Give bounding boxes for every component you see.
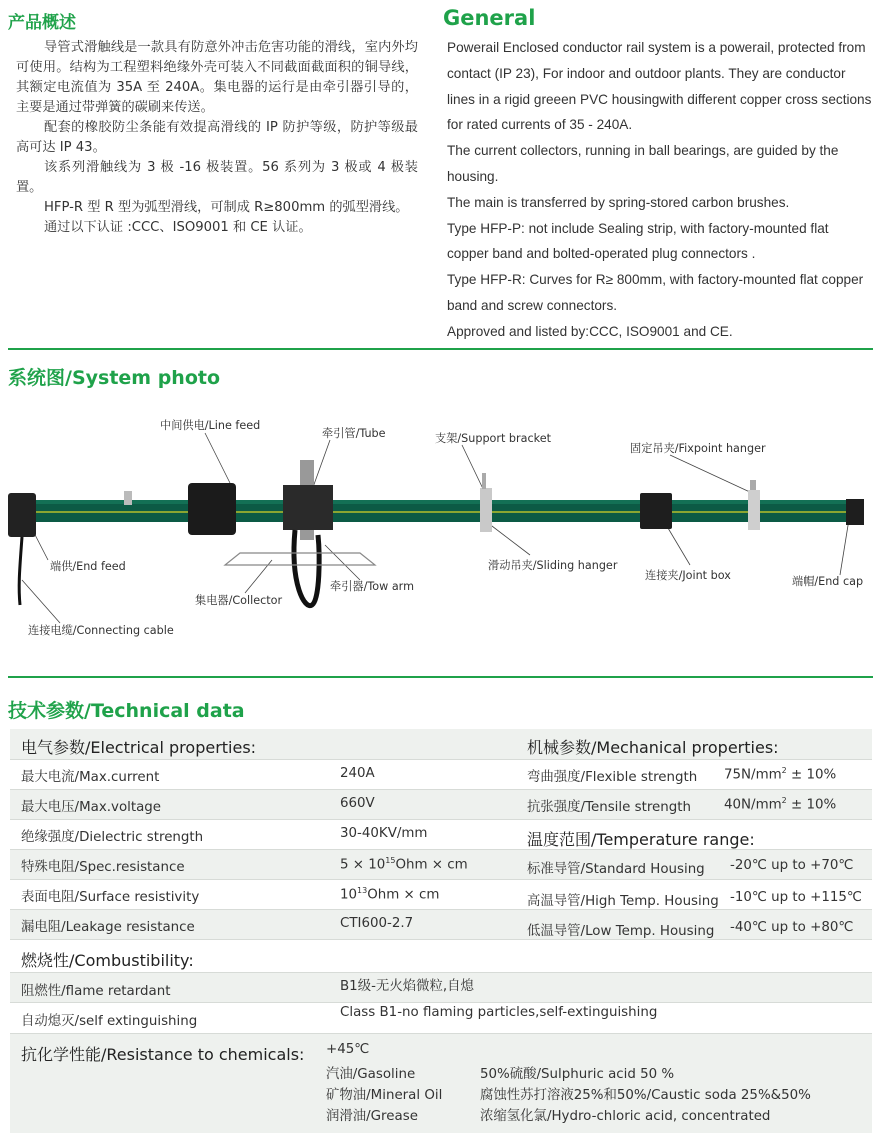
- system-photo-title: 系统图/System photo: [8, 367, 221, 389]
- electrical-label: 表面电阻/Surface resistivity: [21, 890, 200, 905]
- general-cn-text: [16, 38, 418, 238]
- general-cn-title: 产品概述: [8, 13, 76, 33]
- mechanical-label: 抗张强度/Tensile strength: [527, 800, 692, 815]
- electrical-label: 最大电流/Max.current: [21, 770, 160, 785]
- chemical-item: 润滑油/Grease: [326, 1109, 418, 1124]
- chemical-item: 汽油/Gasoline: [326, 1067, 416, 1082]
- en-paragraph: Powerail Enclosed conductor rail system is a powerail, protected from contact (IP 23), For indoor and outdoor plants. They are conductor lines in a rigid greeen PVC housingwith different copper cross sections for rated currents of 35 - 240A.: [447, 40, 872, 133]
- electrical-value: CTI600-2.7: [340, 916, 414, 931]
- label-tube: 牵引管/Tube: [322, 427, 386, 440]
- mechanical-value: $75N/mm^2 \pm 10\%$: [724, 766, 837, 783]
- label-fixpoint-hanger: 固定吊夹/Fixpoint hanger: [630, 442, 766, 455]
- label-line-feed: 中间供电/Line feed: [160, 419, 261, 432]
- electrical-label: 特殊电阻/Spec.resistance: [21, 860, 185, 875]
- temperature-value: -40℃ up to +80℃: [730, 920, 854, 935]
- electrical-label: 漏电阻/Leakage resistance: [21, 920, 195, 935]
- combustibility-label: 阻燃性/flame retardant: [21, 984, 171, 999]
- combustibility-header: 燃烧性/Combustibility:: [21, 951, 194, 970]
- cn-paragraph: 导管式滑触线是一款具有防意外冲击危害功能的滑线，室内外均可使用。结构为工程塑料绝缘外壳可装入不同截面截面积的铜导线，其额定电流值为 35A 至 240A。集电器的运行是由牵引器引导的，主要是通过带弹簧的碳刷来传送。: [16, 40, 418, 115]
- temperature-label: 低温导管/Low Temp. Housing: [527, 924, 715, 939]
- technical-title: 技术参数/Technical data: [8, 700, 245, 722]
- label-collector: 集电器/Collector: [195, 594, 283, 607]
- cn-paragraph: HFP-R 型 R 型为弧型滑线，可制成 R≥800mm 的弧型滑线。: [44, 200, 409, 215]
- sliding-hanger: [480, 488, 492, 532]
- connecting-cable: [19, 537, 22, 605]
- temperature-label: 高温导管/High Temp. Housing: [527, 894, 719, 909]
- divider: [8, 348, 873, 350]
- line-feed-box: [188, 483, 236, 535]
- temperature-value: -10℃ up to +115℃: [730, 890, 862, 905]
- joint-box: [640, 493, 672, 529]
- chemical-item: 腐蚀性苏打溶液25%和50%/Caustic soda 25%&50%: [480, 1088, 811, 1103]
- chemical-item: 矿物油/Mineral Oil: [326, 1088, 443, 1103]
- label-joint-box: 连接夹/Joint box: [645, 569, 731, 582]
- end-feed-box: [8, 493, 36, 537]
- electrical-label: 绝缘强度/Dielectric strength: [21, 830, 204, 845]
- mechanical-value: $40N/mm^2 \pm 10\%$: [724, 796, 837, 813]
- en-paragraph: Type HFP-P: not include Sealing strip, with factory-mounted flat copper band and bolted-operated plug connectors .: [447, 220, 829, 262]
- electrical-value: $10^{13}Ohm$ × cm: [340, 886, 440, 903]
- cn-paragraph: 通过以下认证 :CCC、ISO9001 和 CE 认证。: [44, 220, 312, 235]
- label-support-bracket: 支架/Support bracket: [435, 432, 551, 445]
- chemical-item: 浓缩氢化氯/Hydro-chloric acid, concentrated: [480, 1109, 771, 1124]
- general-en-title: General: [443, 6, 536, 30]
- electrical-label: 最大电压/Max.voltage: [21, 800, 162, 815]
- en-paragraph: Type HFP-R: Curves for R≥ 800mm, with factory-mounted flat copper band and screw connectors.: [447, 272, 864, 313]
- end-cap: [846, 499, 864, 525]
- fixpoint-hanger: [748, 490, 760, 530]
- electrical-value: 660V: [340, 796, 375, 811]
- collector-body: [283, 485, 333, 530]
- en-paragraph: The main is transferred by spring-stored carbon brushes.: [447, 194, 790, 210]
- label-end-feed: 端供/End feed: [50, 560, 126, 573]
- electrical-value: 240A: [340, 766, 375, 781]
- cn-paragraph: 该系列滑触线为 3 极 -16 极装置。56 系列为 3 极或 4 极装置。: [16, 160, 418, 195]
- en-paragraph: Approved and listed by:CCC, ISO9001 and CE.: [447, 323, 733, 339]
- temperature-header: 温度范围/Temperature range:: [527, 830, 755, 849]
- label-sliding-hanger: 滑动吊夹/Sliding hanger: [488, 559, 618, 572]
- leader-lines: [22, 433, 850, 623]
- label-tow-arm: 牵引器/Tow arm: [330, 580, 414, 593]
- combustibility-label: 自动熄灭/self extinguishing: [21, 1014, 198, 1029]
- mechanical-label: 弯曲强度/Flexible strength: [527, 770, 698, 785]
- chemical-item: 50%硫酸/Sulphuric acid 50 %: [480, 1067, 675, 1082]
- chemicals-temp: +45℃: [326, 1042, 370, 1057]
- tow-arm: [225, 553, 375, 565]
- combustibility-value: Class B1-no flaming particles,self-extinguishing: [340, 1005, 658, 1020]
- divider: [8, 676, 873, 678]
- general-en-text: [447, 35, 873, 345]
- label-end-cap: 端帽/End cap: [792, 575, 864, 588]
- combustibility-value: B1级-无火焰微粒,自熄: [340, 979, 474, 994]
- electrical-value: $5 \times 10^{15}Ohm$ × cm: [340, 856, 468, 873]
- mechanical-header: 机械参数/Mechanical properties:: [527, 738, 779, 757]
- cn-paragraph: 配套的橡胶防尘条能有效提高滑线的 IP 防护等级，防护等级最高可达 IP 43。: [16, 120, 418, 155]
- label-connecting-cable: 连接电缆/Connecting cable: [28, 624, 174, 637]
- electrical-header: 电气参数/Electrical properties:: [21, 738, 257, 757]
- temperature-label: 标准导管/Standard Housing: [527, 862, 705, 877]
- chemicals-header: 抗化学性能/Resistance to chemicals:: [21, 1045, 305, 1064]
- temperature-value: -20℃ up to +70℃: [730, 858, 854, 873]
- electrical-value: 30-40KV/mm: [340, 826, 428, 841]
- en-paragraph: The current collectors, running in ball bearings, are guided by the housing.: [447, 143, 839, 184]
